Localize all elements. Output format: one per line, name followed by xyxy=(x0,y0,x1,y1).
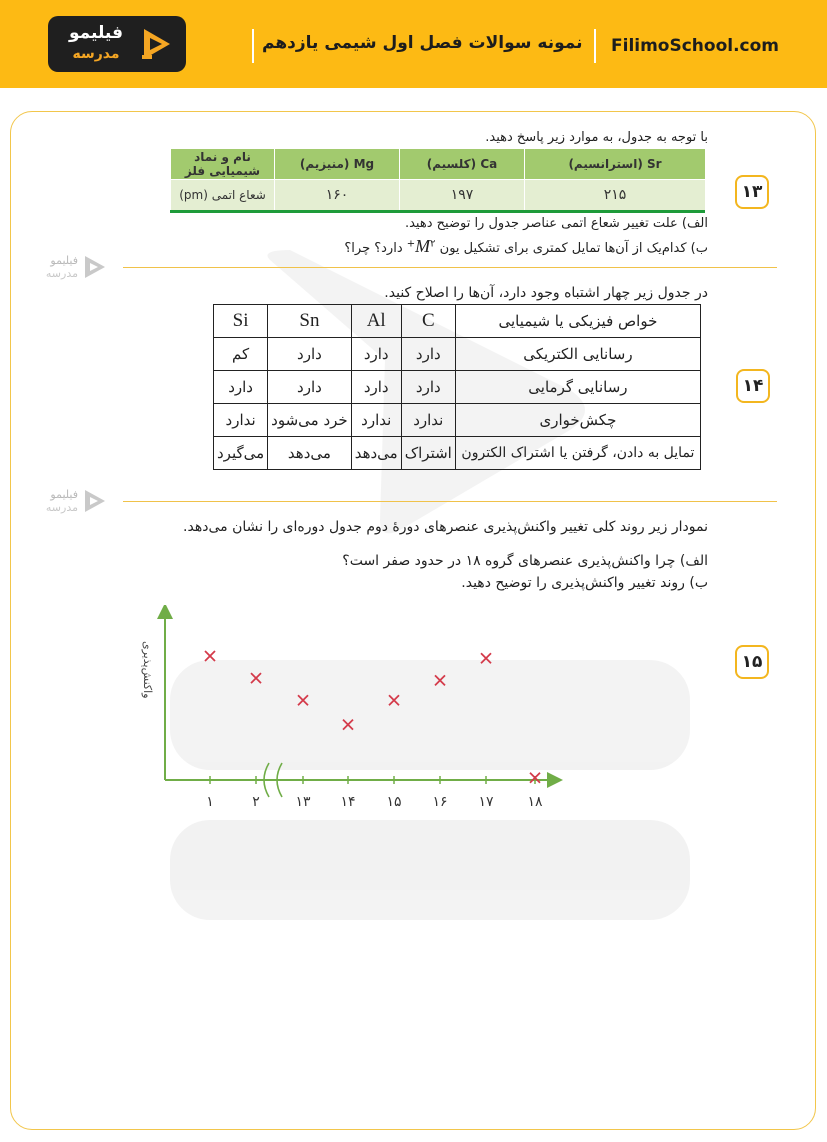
page-title: نمونه سوالات فصل اول شیمی یازدهم xyxy=(262,33,583,53)
question-intro: نمودار زیر روند کلی تغییر واکنش‌پذیری عنصرهای دورهٔ دوم جدول دوره‌ای را نشان می‌دهد. xyxy=(183,519,708,535)
data-point xyxy=(251,673,261,683)
property-label: رسانایی الکتریکی xyxy=(455,338,700,371)
table-row xyxy=(171,180,706,211)
play-pencil-icon xyxy=(82,254,108,280)
question-number: ۱۴ xyxy=(736,369,770,403)
table-cell: دارد xyxy=(351,338,401,371)
section-divider xyxy=(123,501,777,502)
section-divider xyxy=(123,267,777,268)
play-pencil-icon xyxy=(138,25,176,63)
x-tick-label: ۱۵ xyxy=(386,794,402,810)
table-cell: دارد xyxy=(351,371,401,404)
table-cell: ۱۶۰ xyxy=(275,180,400,211)
page-header xyxy=(0,0,827,88)
x-tick-label: ۱۶ xyxy=(432,794,448,810)
table-header-cell: Mg (منیزیم) xyxy=(275,149,400,180)
play-pencil-icon xyxy=(82,488,108,514)
table-cell: ۲۱۵ xyxy=(525,180,706,211)
filimo-logo[interactable] xyxy=(48,16,186,72)
x-tick-label: ۱۳ xyxy=(295,794,311,810)
table-cell: ندارد xyxy=(401,404,455,437)
table-cell: ۱۹۷ xyxy=(400,180,525,211)
data-point xyxy=(481,653,491,663)
reactivity-chart xyxy=(130,605,570,820)
question-part-a: الف) چرا واکنش‌پذیری عنصرهای گروه ۱۸ در حدود صفر است؟ xyxy=(342,553,708,569)
x-tick-label: ۱۷ xyxy=(478,794,494,810)
header-divider xyxy=(252,29,254,63)
table-cell: ندارد xyxy=(351,404,401,437)
site-url[interactable]: FilimoSchool.com xyxy=(611,36,780,56)
question-intro: در جدول زیر چهار اشتباه وجود دارد، آن‌ها را اصلاح کنید. xyxy=(384,285,708,301)
x-tick-label: ۱۴ xyxy=(340,794,356,810)
table-cell: می‌دهد xyxy=(351,437,401,470)
question-number: ۱۳ xyxy=(735,175,769,209)
property-label: چکش‌خواری xyxy=(455,404,700,437)
table-header-cell: Ca (کلسیم) xyxy=(400,149,525,180)
table-header-cell: نام و نماد شیمیایی فلز xyxy=(171,149,275,180)
element-header: C xyxy=(401,305,455,338)
data-point xyxy=(435,675,445,685)
table-cell: دارد xyxy=(401,371,455,404)
x-tick-label: ۱ xyxy=(206,794,214,810)
table-header-cell: خواص فیزیکی یا شیمیایی xyxy=(455,305,700,338)
data-point xyxy=(298,695,308,705)
logo-sub: مدرسه xyxy=(72,46,120,62)
x-tick-label: ۲ xyxy=(252,794,260,810)
table-header-cell: Sr (استرانسیم) xyxy=(525,149,706,180)
question-part-a: الف) علت تغییر شعاع اتمی عناصر جدول را توضیح دهید. xyxy=(404,216,708,231)
header-divider xyxy=(594,29,596,63)
element-header: Si xyxy=(214,305,268,338)
table-cell: می‌دهد xyxy=(268,437,352,470)
table-cell: ندارد xyxy=(214,404,268,437)
table-header-row xyxy=(171,149,706,180)
table-cell: کم xyxy=(214,338,268,371)
table-bottom-rule xyxy=(170,210,705,213)
element-header: Al xyxy=(351,305,401,338)
table-cell: می‌گیرد xyxy=(214,437,268,470)
table-cell: دارد xyxy=(401,338,455,371)
properties-table xyxy=(213,304,701,470)
table-cell: اشتراک xyxy=(401,437,455,470)
table-header-row xyxy=(214,305,701,338)
data-point xyxy=(389,695,399,705)
table-cell: دارد xyxy=(268,338,352,371)
table-row xyxy=(214,404,701,437)
table-cell: شعاع اتمی (pm) xyxy=(171,180,275,211)
question-part-b: ب) روند تغییر واکنش‌پذیری را توضیح دهید. xyxy=(461,575,708,591)
question-number: ۱۵ xyxy=(735,645,769,679)
table-row xyxy=(214,437,701,470)
x-tick-label: ۱۸ xyxy=(527,794,543,810)
property-label: تمایل به دادن، گرفتن یا اشتراک الکترون xyxy=(455,437,700,470)
table-cell: خرد می‌شود xyxy=(268,404,352,437)
data-point xyxy=(343,720,353,730)
logo-name: فیلیمو xyxy=(68,23,123,43)
property-label: رسانایی گرمایی xyxy=(455,371,700,404)
table-cell: دارد xyxy=(214,371,268,404)
table-row xyxy=(214,371,701,404)
table-row xyxy=(214,338,701,371)
table-cell: دارد xyxy=(268,371,352,404)
question-part-b: ب) کدام‌یک از آن‌ها تمایل کمتری برای تشکیل یون $M^{۲+}$ دارد؟ چرا؟ xyxy=(344,236,708,256)
data-point xyxy=(205,651,215,661)
atomic-radius-table xyxy=(170,149,705,210)
question-intro: با توجه به جدول، به موارد زیر پاسخ دهید. xyxy=(485,130,708,145)
y-axis-label: واکنش‌پذیری xyxy=(141,641,154,699)
element-header: Sn xyxy=(268,305,352,338)
